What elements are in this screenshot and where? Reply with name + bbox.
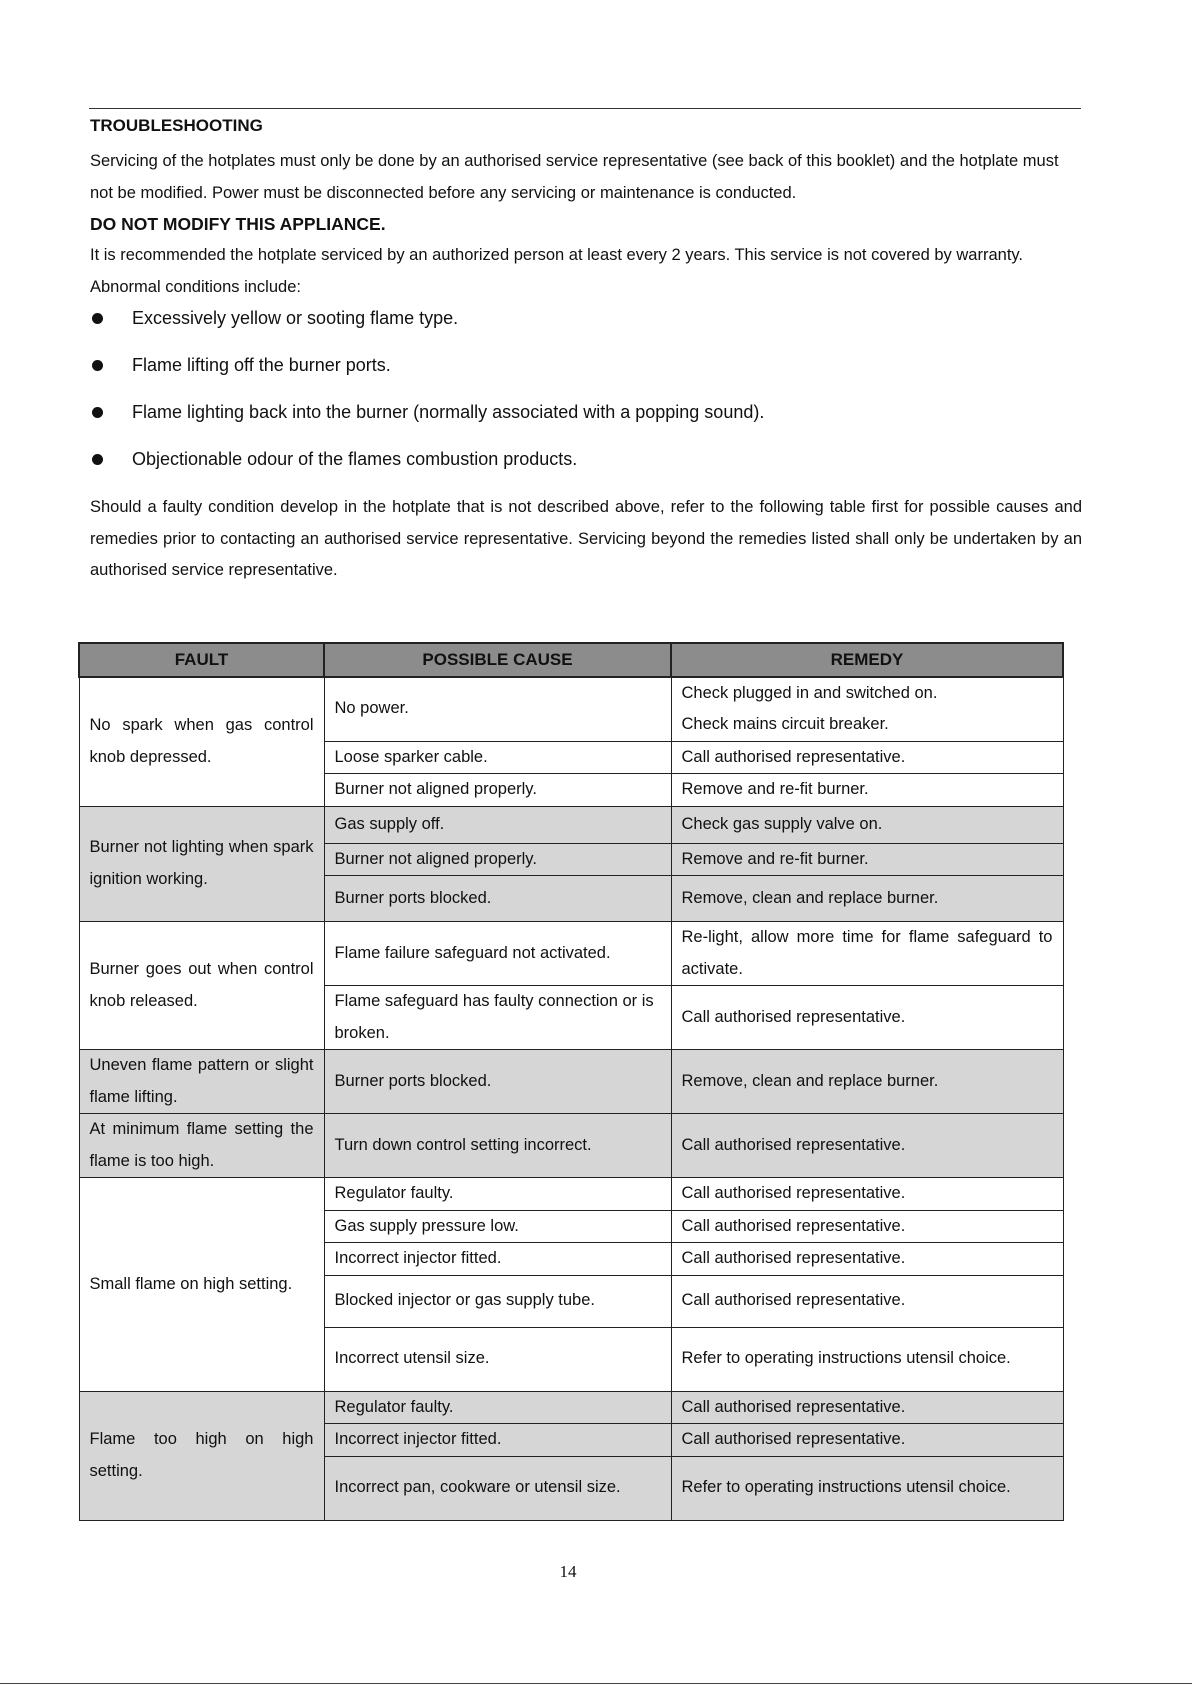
remedy-cell: Re-light, allow more time for flame safeguard to activate. — [671, 922, 1063, 986]
remedy-cell: Call authorised representative. — [671, 1424, 1063, 1457]
list-item: Excessively yellow or sooting flame type. — [90, 307, 1082, 329]
cause-cell: Regulator faulty. — [324, 1178, 671, 1211]
remedy-cell: Remove, clean and replace burner. — [671, 1050, 1063, 1114]
remedy-cell: Call authorised representative. — [671, 1210, 1063, 1243]
page-number: 14 — [559, 1562, 577, 1581]
table-header-row — [79, 643, 1063, 677]
cause-cell: Burner not aligned properly. — [324, 843, 671, 876]
remedy-cell: Refer to operating instructions utensil choice. — [671, 1456, 1063, 1520]
cause-cell: Incorrect utensil size. — [324, 1327, 671, 1391]
table-row — [79, 922, 1063, 986]
footer-rule — [0, 1683, 1192, 1684]
page-content — [90, 114, 1082, 603]
fault-cell: Burner not lighting when spark ignition working. — [79, 806, 324, 922]
cause-cell: No power. — [324, 677, 671, 742]
remedy-cell: Call authorised representative. — [671, 1178, 1063, 1211]
table-row — [79, 1178, 1063, 1211]
header-remedy: REMEDY — [671, 643, 1063, 677]
cause-cell: Turn down control setting incorrect. — [324, 1114, 671, 1178]
troubleshooting-table — [78, 642, 1064, 1521]
conditions-list — [90, 307, 1082, 470]
fault-cell: Uneven flame pattern or slight flame lifting. — [79, 1050, 324, 1114]
service-paragraph: It is recommended the hotplate serviced by an authorized person at least every 2 years. This service is not covered by warranty. — [90, 246, 1024, 264]
cause-cell: Blocked injector or gas supply tube. — [324, 1275, 671, 1327]
remedy-cell: Call authorised representative. — [671, 1114, 1063, 1178]
abnormal-label: Abnormal conditions include: — [90, 277, 301, 296]
fault-cell: Small flame on high setting. — [79, 1178, 324, 1392]
remedy-cell: Check gas supply valve on. — [671, 806, 1063, 843]
fault-cell: Flame too high on high setting. — [79, 1391, 324, 1520]
bullet-icon — [92, 313, 103, 324]
cause-cell: Incorrect pan, cookware or utensil size. — [324, 1456, 671, 1520]
remedy-cell: Refer to operating instructions utensil choice. — [671, 1327, 1063, 1391]
cause-cell: Burner ports blocked. — [324, 1050, 671, 1114]
fault-cell: Burner goes out when control knob released. — [79, 922, 324, 1050]
bullet-icon — [92, 407, 103, 418]
cause-cell: Burner not aligned properly. — [324, 774, 671, 807]
remedy-cell: Call authorised representative. — [671, 741, 1063, 774]
table-row — [79, 806, 1063, 843]
remedy-cell: Call authorised representative. — [671, 986, 1063, 1050]
table-row — [79, 1391, 1063, 1424]
header-rule — [89, 108, 1081, 109]
remedy-cell: Remove and re-fit burner. — [671, 774, 1063, 807]
cause-cell: Flame safeguard has faulty connection or is broken. — [324, 986, 671, 1050]
page-title: TROUBLESHOOTING — [90, 116, 263, 135]
warning-text: DO NOT MODIFY THIS APPLIANCE. — [90, 214, 386, 234]
list-item: Flame lifting off the burner ports. — [90, 354, 1082, 376]
cause-cell: Gas supply off. — [324, 806, 671, 843]
fault-cell: No spark when gas control knob depressed. — [79, 677, 324, 807]
cause-cell: Gas supply pressure low. — [324, 1210, 671, 1243]
fault-intro-paragraph: Should a faulty condition develop in the hotplate that is not described above, refer to the following table first for possible causes and remedies prior to contacting an authorised service representative. Servicing beyond the remedies listed shall only be undertaken by an authorised service representative. — [90, 498, 1082, 579]
table-row — [79, 1114, 1063, 1178]
table-row — [79, 677, 1063, 742]
cause-cell: Incorrect injector fitted. — [324, 1243, 671, 1276]
header-fault: FAULT — [79, 643, 324, 677]
list-item: Flame lighting back into the burner (normally associated with a popping sound). — [90, 401, 1082, 423]
header-possible-cause: POSSIBLE CAUSE — [324, 643, 671, 677]
cause-cell: Flame failure safeguard not activated. — [324, 922, 671, 986]
intro-paragraph: Servicing of the hotplates must only be done by an authorised service representative (see back of this booklet) and the hotplate must not be modified. Power must be disconnected before any servicing or maintenance is conducted. — [90, 152, 1059, 202]
remedy-cell: Call authorised representative. — [671, 1275, 1063, 1327]
remedy-cell: Check plugged in and switched on. Check mains circuit breaker. — [671, 677, 1063, 742]
bullet-icon — [92, 360, 103, 371]
remedy-cell: Remove and re-fit burner. — [671, 843, 1063, 876]
list-item: Objectionable odour of the flames combustion products. — [90, 448, 1082, 470]
fault-cell: At minimum flame setting the flame is too high. — [79, 1114, 324, 1178]
cause-cell: Burner ports blocked. — [324, 876, 671, 922]
remedy-cell: Call authorised representative. — [671, 1243, 1063, 1276]
bullet-icon — [92, 454, 103, 465]
remedy-cell: Remove, clean and replace burner. — [671, 876, 1063, 922]
remedy-cell: Call authorised representative. — [671, 1391, 1063, 1424]
table-row — [79, 1050, 1063, 1114]
cause-cell: Loose sparker cable. — [324, 741, 671, 774]
cause-cell: Incorrect injector fitted. — [324, 1424, 671, 1457]
cause-cell: Regulator faulty. — [324, 1391, 671, 1424]
